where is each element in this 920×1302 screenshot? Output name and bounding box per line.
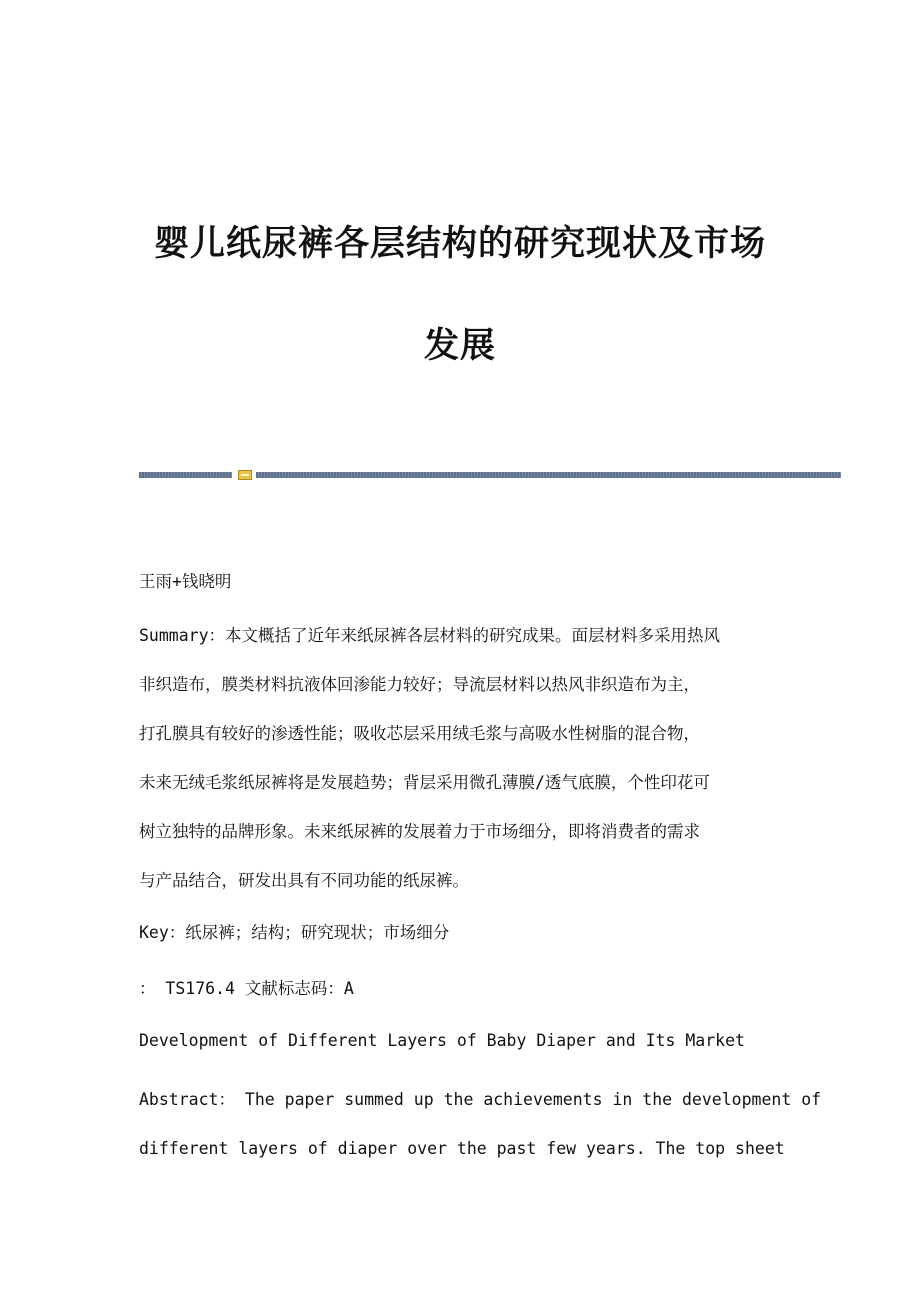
summary-line: 与产品结合，研发出具有不同功能的纸尿裤。: [139, 871, 469, 890]
authors: 王雨+钱晓明: [139, 572, 232, 591]
title-line-1: 婴儿纸尿裤各层结构的研究现状及市场: [153, 223, 766, 264]
divider-bar-right: [256, 472, 841, 478]
abstract-paragraph: [139, 1075, 822, 1173]
title-divider: [139, 470, 841, 480]
keywords: Key：纸尿裤；结构；研究现状；市场细分: [139, 923, 450, 942]
summary-line: 非织造布，膜类材料抗液体回渗能力较好；导流层材料以热风非织造布为主，: [139, 675, 700, 694]
divider-bar-left: [139, 472, 232, 478]
english-title: Development of Different Layers of Baby Diaper and Its Market: [139, 1031, 745, 1050]
summary-line: Summary：本文概括了近年来纸尿裤各层材料的研究成果。面层材料多采用热风: [139, 626, 721, 645]
summary-line: 打孔膜具有较好的渗透性能；吸收芯层采用绒毛浆与高吸水性树脂的混合物，: [139, 724, 700, 743]
summary-paragraph: [139, 611, 799, 905]
summary-line: 树立独特的品牌形象。未来纸尿裤的发展着力于市场细分，即将消费者的需求: [139, 822, 700, 841]
title-line-2: 发展: [423, 325, 496, 366]
summary-line: 未来无绒毛浆纸尿裤将是发展趋势；背层采用微孔薄膜/透气底膜，个性印花可: [139, 773, 710, 792]
abstract-line: different layers of diaper over the past few years. The top sheet: [139, 1139, 785, 1158]
abstract-line: Abstract： The paper summed up the achievements in the development of: [139, 1090, 822, 1109]
classification-code: ： TS176.4 文献标志码：A: [139, 979, 354, 998]
divider-ornament-icon: [238, 470, 252, 480]
